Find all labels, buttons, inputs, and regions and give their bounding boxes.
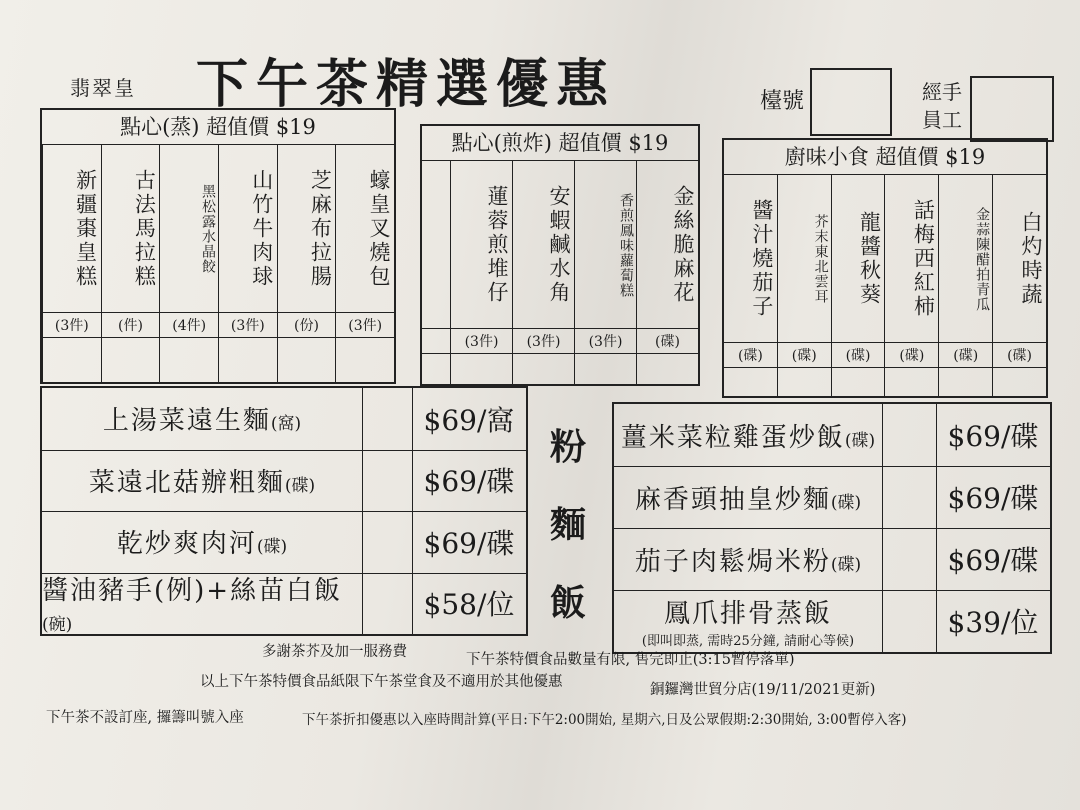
fried-items xyxy=(450,160,698,384)
snack-item-name: 金蒜陳醋拍青瓜 xyxy=(974,206,991,312)
dish-unit: (碟) xyxy=(844,430,876,451)
fried-item-name: 安蝦鹹水角 xyxy=(547,185,571,305)
page-title: 下午茶精選優惠 xyxy=(196,54,617,115)
snack-item-qty: (碟) xyxy=(778,342,831,368)
dish-name-text: 上湯菜遠生麵 xyxy=(102,406,271,437)
dish-name-cell xyxy=(614,404,883,466)
noodle-rice-char-3: 飯 xyxy=(549,582,586,624)
fried-item-qty: (3件) xyxy=(575,328,636,354)
dish-price: $58/位 xyxy=(423,588,515,622)
dish-price: $69/碟 xyxy=(947,544,1039,577)
dish-price-cell xyxy=(412,388,526,450)
steamed-item-qty: (份) xyxy=(278,312,336,338)
noodles-table-left xyxy=(40,386,528,636)
steamed-item[interactable] xyxy=(101,144,160,382)
steamed-item-qty: (3件) xyxy=(219,312,277,338)
fried-heading: 點心(煎炸) 超值價 $19 xyxy=(422,126,698,161)
steamed-item-qty: (4件) xyxy=(160,312,218,338)
steamed-item-name: 芝麻布拉腸 xyxy=(308,169,333,289)
fried-item-qty: (3件) xyxy=(451,328,512,354)
dish-qty-cell[interactable] xyxy=(882,466,937,528)
dish-qty-cell[interactable] xyxy=(362,388,413,450)
dish-price: $69/碟 xyxy=(423,465,515,499)
dish-row[interactable] xyxy=(42,511,526,574)
dish-name xyxy=(621,417,875,454)
dish-name xyxy=(635,541,861,578)
snack-item[interactable] xyxy=(831,174,885,396)
staff-box[interactable] xyxy=(970,76,1054,142)
snack-item-qty: (碟) xyxy=(993,342,1046,368)
dish-name xyxy=(635,479,861,516)
footer-discount-timing: 下午茶折扣優惠以入座時間計算(平日:下午2:00開始, 星期六,日及公眾假期:2:30開始, 3:00暫停入客) xyxy=(302,712,907,728)
footer-no-booking: 下午茶不設訂座, 攞籌叫號入座 xyxy=(46,710,244,726)
snack-item-qty: (碟) xyxy=(724,342,777,368)
fried-item-qty: (3件) xyxy=(513,328,574,354)
dish-name-cell xyxy=(42,388,363,450)
dish-name xyxy=(103,400,301,437)
dish-row[interactable] xyxy=(42,450,526,513)
noodle-rice-char-1: 粉 xyxy=(549,426,586,468)
fried-dimsum-panel xyxy=(420,124,700,386)
steamed-item-name: 山竹牛肉球 xyxy=(249,169,274,289)
fried-item-name: 香煎鳳味蘿蔔糕 xyxy=(618,192,634,298)
table-number-box[interactable] xyxy=(810,68,892,136)
steamed-item-qty: (3件) xyxy=(336,312,394,338)
snack-item[interactable] xyxy=(938,174,992,396)
dish-qty-cell[interactable] xyxy=(882,590,937,652)
steamed-dimsum-panel xyxy=(40,108,396,384)
snack-item[interactable] xyxy=(724,174,777,396)
dish-price: $69/窩 xyxy=(423,403,515,437)
snack-item-qty: (碟) xyxy=(939,342,992,368)
fried-item-qty: (碟) xyxy=(637,328,698,354)
fried-item-name: 金絲脆麻花 xyxy=(671,185,695,305)
dish-unit: (碟) xyxy=(284,475,316,496)
snack-item-name: 芥末東北雲耳 xyxy=(812,214,829,304)
footer-limited-note: 下午茶特價食品數量有限, 售完即止(3:15暫停落單) xyxy=(466,652,795,668)
steamed-item-qty: (件) xyxy=(102,312,160,338)
brand-name: 翡翠皇 xyxy=(70,76,136,100)
staff-label: 經手員工 xyxy=(922,80,962,132)
dish-name-text: 鳳爪排骨蒸飯 xyxy=(663,599,832,629)
dish-name-text: 茄子肉鬆焗米粉 xyxy=(634,546,831,577)
dish-price-cell xyxy=(412,511,526,573)
dish-name-text: 麻香頭抽皇炒麵 xyxy=(634,484,831,515)
dish-unit: (碟) xyxy=(830,492,862,513)
footer-branch: 銅鑼灣世貿分店(19/11/2021更新) xyxy=(650,682,876,698)
snacks-heading: 廚味小食 超值價 $19 xyxy=(724,140,1046,175)
dish-note: (即叫即蒸, 需時25分鐘, 請耐心等候) xyxy=(641,634,855,649)
dish-row[interactable] xyxy=(614,590,1050,652)
dish-name-text: 乾炒爽肉河 xyxy=(116,529,257,560)
dish-price: $39/位 xyxy=(947,606,1039,639)
dish-row[interactable] xyxy=(614,466,1050,529)
dish-row[interactable] xyxy=(42,573,526,635)
snack-item-name: 醬汁燒茄子 xyxy=(749,199,774,319)
fried-item[interactable] xyxy=(450,160,512,384)
snack-item[interactable] xyxy=(884,174,938,396)
dish-name-cell xyxy=(42,450,363,512)
snack-item[interactable] xyxy=(777,174,831,396)
table-number-label: 檯號 xyxy=(760,89,805,114)
snack-item-name: 龍醬秋葵 xyxy=(857,211,882,307)
dish-name-cell xyxy=(614,466,883,528)
noodle-rice-char-2: 麵 xyxy=(549,504,586,546)
dish-unit: (碟) xyxy=(256,537,288,558)
dish-name-cell xyxy=(42,511,363,573)
dish-price-cell xyxy=(412,450,526,512)
dish-name xyxy=(89,462,315,499)
fried-item[interactable] xyxy=(636,160,698,384)
fried-item[interactable] xyxy=(574,160,636,384)
dish-name-cell xyxy=(614,528,883,590)
steamed-heading: 點心(蒸) 超值價 $19 xyxy=(42,110,394,145)
steamed-item[interactable] xyxy=(218,144,277,382)
steamed-item-name: 黑松露水晶餃 xyxy=(200,184,217,274)
steamed-item[interactable] xyxy=(159,144,218,382)
snack-item-qty: (碟) xyxy=(885,342,938,368)
noodles-table-right xyxy=(612,402,1052,654)
dish-price: $69/碟 xyxy=(423,526,515,560)
snack-item-name: 白灼時蔬 xyxy=(1018,211,1043,307)
dish-qty-cell[interactable] xyxy=(362,450,413,512)
steamed-items xyxy=(42,144,394,382)
fried-spacer xyxy=(422,160,450,384)
dish-row[interactable] xyxy=(614,404,1050,467)
dish-qty-cell[interactable] xyxy=(362,511,413,573)
dish-name xyxy=(42,570,362,637)
dish-qty-cell[interactable] xyxy=(882,404,937,466)
footer-service-note: 多謝茶芥及加一服務費 xyxy=(262,644,407,660)
snacks-panel xyxy=(722,138,1048,398)
steamed-item[interactable] xyxy=(277,144,336,382)
snack-item-name: 話梅西紅柿 xyxy=(911,199,936,319)
dish-unit: (碗) xyxy=(42,614,73,635)
steamed-item-qty: (3件) xyxy=(43,312,101,338)
fried-item-name: 蓮蓉煎堆仔 xyxy=(485,185,509,305)
dish-name-text: 薑米菜粒雞蛋炒飯 xyxy=(620,422,845,453)
steamed-item-name: 古法馬拉糕 xyxy=(132,169,157,289)
dish-price-cell xyxy=(936,466,1050,528)
dish-price-cell xyxy=(936,404,1050,466)
dish-price-cell xyxy=(936,590,1050,652)
dish-unit: (窩) xyxy=(270,414,302,435)
dish-row[interactable] xyxy=(42,388,526,451)
dish-name-text: 醬油豬手(例)+絲苗白飯 xyxy=(42,575,343,606)
dish-qty-cell[interactable] xyxy=(882,528,937,590)
dish-name xyxy=(117,523,287,560)
steamed-item-name: 新疆棗皇糕 xyxy=(73,169,98,289)
dish-price-cell xyxy=(412,573,526,635)
snack-item-qty: (碟) xyxy=(832,342,885,368)
snack-item[interactable] xyxy=(992,174,1046,396)
snacks-items xyxy=(724,174,1046,396)
dish-name xyxy=(664,593,832,630)
steamed-item-name: 蠔皇叉燒包 xyxy=(367,169,392,289)
noodle-rice-label xyxy=(540,408,596,642)
footer-dine-in-note: 以上下午茶特價食品紙限下午茶堂食及不適用於其他優惠 xyxy=(200,674,563,690)
dish-name-cell xyxy=(42,573,363,635)
dish-row[interactable] xyxy=(614,528,1050,591)
dish-name-text: 菜遠北菇辦粗麵 xyxy=(88,467,285,498)
dish-price-cell xyxy=(936,528,1050,590)
steamed-item[interactable] xyxy=(42,144,101,382)
dish-unit: (碟) xyxy=(830,554,862,575)
dish-price: $69/碟 xyxy=(947,420,1039,453)
dish-name-cell xyxy=(614,590,883,652)
dish-price: $69/碟 xyxy=(947,482,1039,515)
steamed-item[interactable] xyxy=(335,144,394,382)
fried-item[interactable] xyxy=(512,160,574,384)
dish-qty-cell[interactable] xyxy=(362,573,413,635)
